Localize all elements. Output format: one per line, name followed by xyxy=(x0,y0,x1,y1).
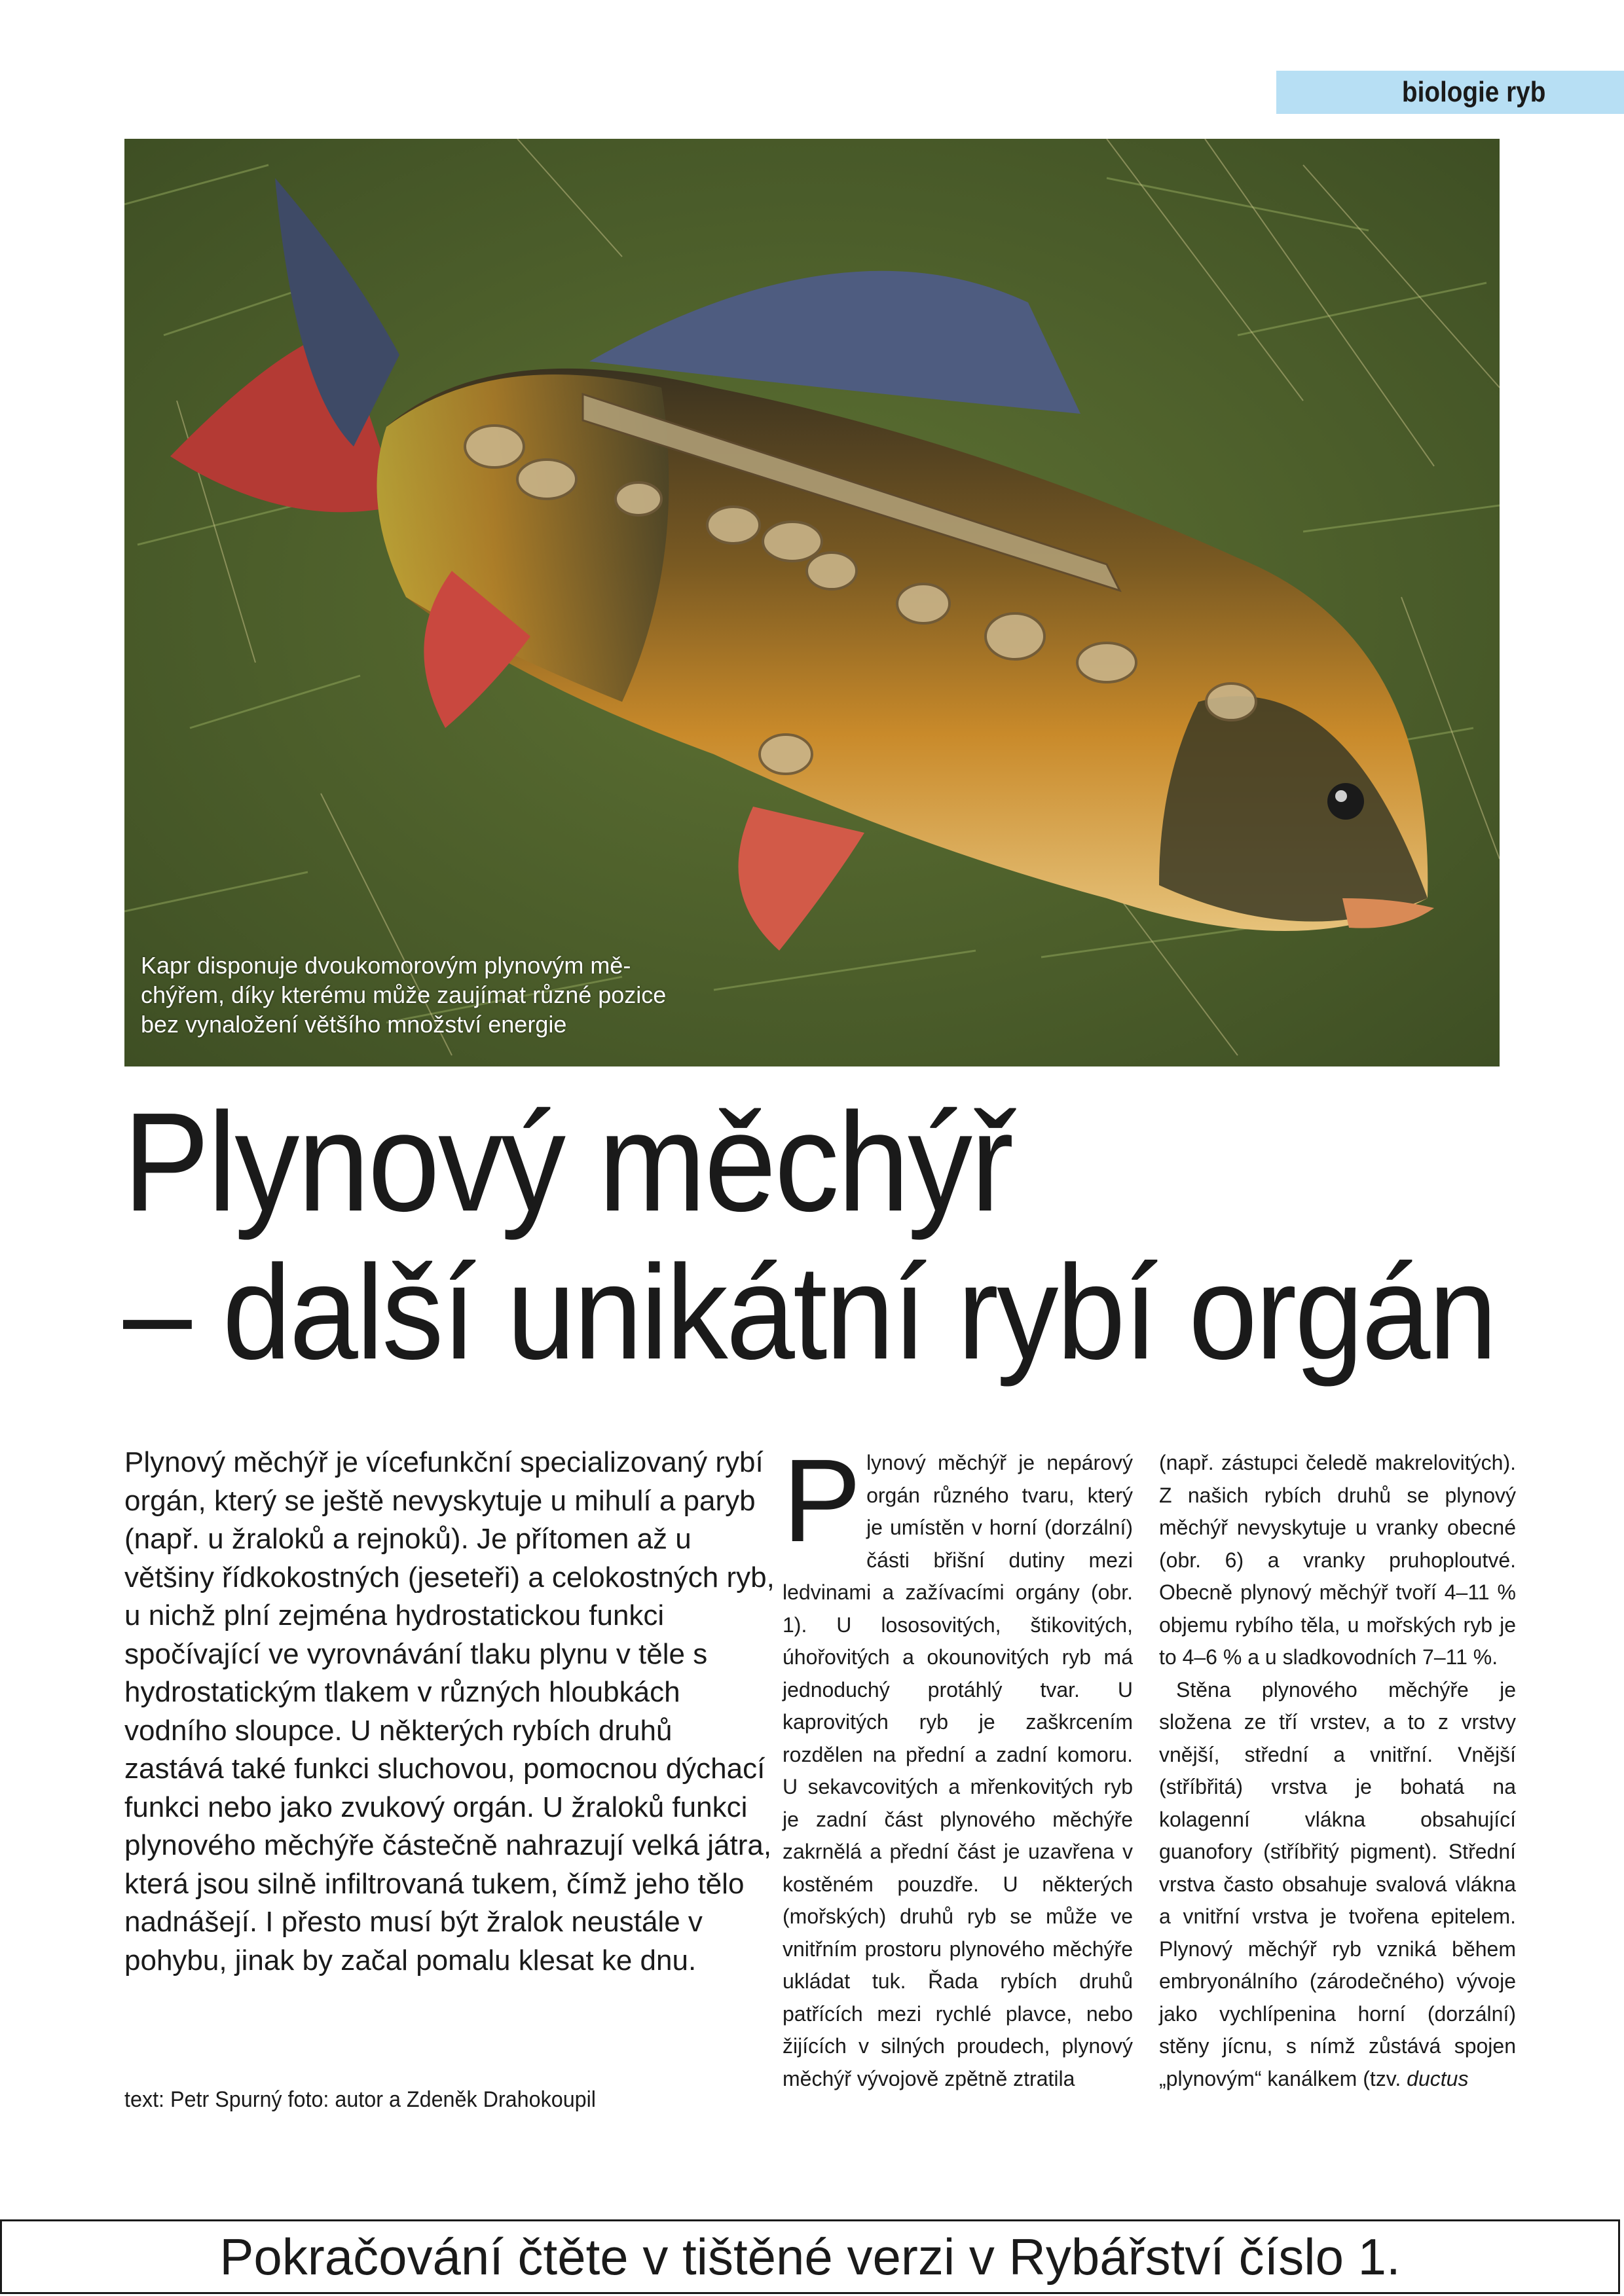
body-paragraph-2: (např. zástupci čeledě makrelovitých). Z našich rybích druhů se plynový měchýř nevyskytuje u vranky obecné (obr. 6) a vranky pruhoploutvé. Obecně plynový měchýř tvoří 4–11 % objemu rybího těla, u mořských ryb je to 4–6 % a u sladkovodních 7–11 %. xyxy=(1159,1451,1516,1669)
continuation-banner xyxy=(0,2219,1620,2294)
body-column-2 xyxy=(1159,1447,1516,2095)
carp-illustration xyxy=(124,139,1500,1066)
credits: text: Petr Spurný foto: autor a Zdeněk Drahokoupil xyxy=(124,2087,596,2112)
section-tag xyxy=(1276,71,1624,114)
intro-text: Plynový měchýř je vícefunkční specializovaný rybí orgán, který se ještě nevyskytuje u mihulí a paryb (např. u žraloků a rejnoků). Je přítomen až u většiny řídkokostných (jeseteři) a celokostných ryb, u nichž plní zejména hydrostatickou funkci spočívající ve vyrovnávání tlaku plynu v těle s hydrostatickým tlakem v různých hloubkách vodního sloupce. U některých rybích druhů zastává také funkci sluchovou, pomocnou dýchací funkci nebo jako zvukový orgán. U žraloků funkci plynového měchýře částečně nahrazují velká játra, která jsou silně infiltrovaná tukem, čímž jeho tělo nadnášejí. I přesto musí být žralok neustále v pohybu, jinak by začal pomalu klesat ke dnu. xyxy=(124,1446,775,1977)
article-title-line-2: – další unikátní rybí orgán xyxy=(123,1237,1496,1387)
body-paragraph-3-italic: ductus xyxy=(1407,2066,1469,2090)
photo-caption: Kapr disponuje dvoukomorovým plynovým mě- chýřem, díky kterému může zaujímat různé pozice bez vynaložení většího množství energie xyxy=(141,952,667,1038)
body-paragraph-1: lynový měchýř je nepárový orgán různého tvaru, který je umístěn v horní (dorzální) části břišní dutiny mezi ledvinami a zažívacími orgány (obr. 1). U lososovitých, štikovitých, úhořovitých a okounovitých ryb má jednoduchý protáhlý tvar. U kaprovitých ryb je zaškrcením rozdělen na přední a zadní komoru. U sekavcovitých a mřenkovitých ryb je zadní část plynového měchýře zakrnělá a přední část je uzavřena v kostěném pouzdře. U některých (mořských) druhů ryb se může ve vnitřním prostoru plynového měchýře ukládat tuk. Řada rybích druhů patřících mezi rychlé plavce, nebo žijících v silných proudech, plynový měchýř vývojově zpětně ztratila xyxy=(783,1451,1133,2090)
body-paragraph-3-text: Stěna plynového měchýře je složena ze tří vrstev, a to z vrstvy vnější, střední a vnitřní. Vnější (stříbřitá) vrstva je bohatá na kolagenní vlákna obsahující guanofory (stříbřitý pigment). Střední vrstva často obsahuje svalová vlákna a vnitřní vrstva je tvořena epitelem. Plynový měchýř ryb vzniká během embryonálního (zárodečného) vývoje jako vychlípenina horní (dorzální) stěny jícnu, s nímž zůstává spojen „plynovým“ kanálkem (tzv. xyxy=(1159,1677,1516,2090)
intro-paragraph xyxy=(124,1444,779,1980)
section-tag-label: biologie ryb xyxy=(1401,76,1545,108)
carp-photo xyxy=(124,139,1500,1066)
continuation-text: Pokračování čtěte v tištěné verzi v Rybářství číslo 1. xyxy=(219,2227,1401,2286)
body-column-1 xyxy=(783,1435,1133,2095)
drop-cap: P xyxy=(783,1435,862,1567)
article-title-line-1: Plynový měchýř xyxy=(123,1083,1012,1241)
body-paragraph-3 xyxy=(1159,1674,1516,2096)
